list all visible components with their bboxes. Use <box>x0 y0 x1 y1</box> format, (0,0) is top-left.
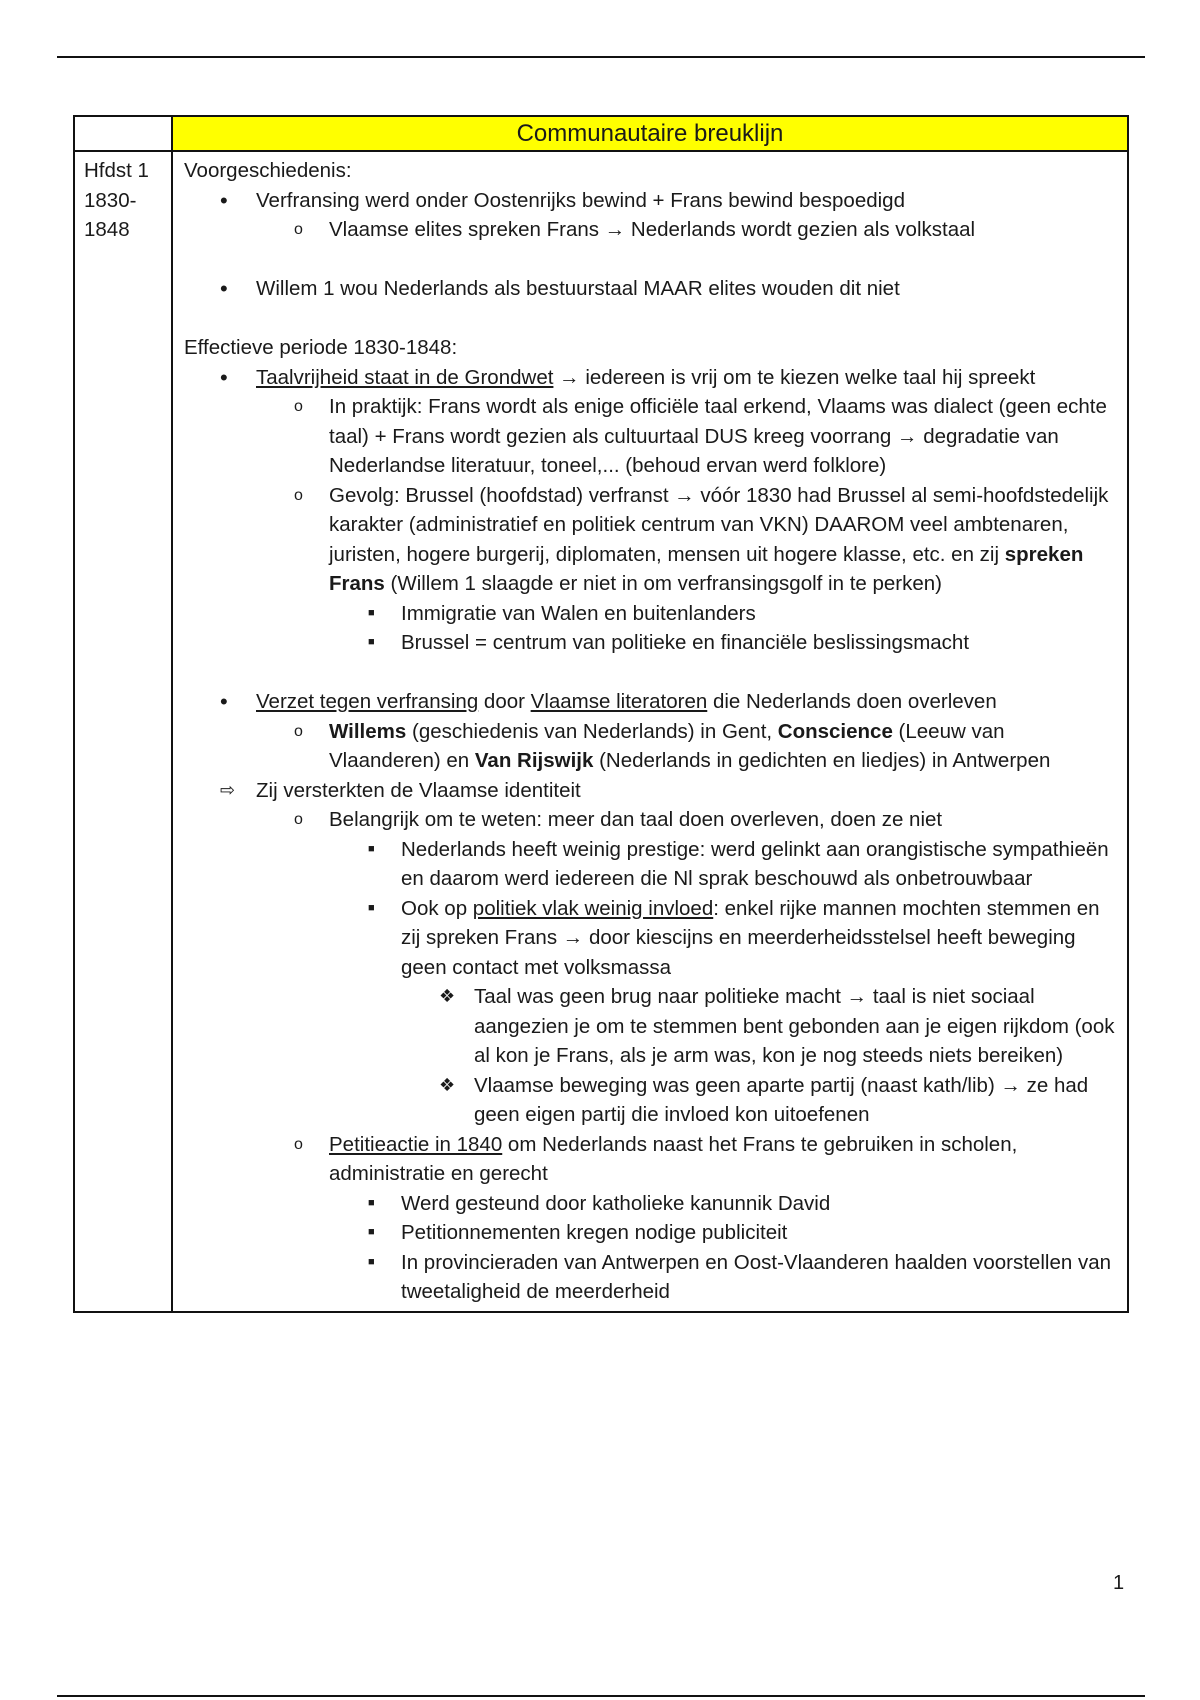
diamond-bullet-icon: ❖ <box>439 1074 456 1095</box>
section-heading: Voorgeschiedenis: <box>184 159 352 182</box>
chapter-row <box>74 151 1128 1312</box>
chapter-cell <box>74 151 172 1312</box>
empty-corner-cell <box>74 116 172 151</box>
list-item: o Belangrijk om te weten: meer dan taal doen overleven, doen ze niet <box>184 805 1117 835</box>
table-title: Communautaire breuklijn <box>172 116 1128 151</box>
list-item: ■ Ook op politiek vlak weinig invloed: enkel rijke mannen mochten stemmen en zij spreken Frans → door kiescijns en meerderheidsstelsel heeft beweging geen contact met volksmassa <box>184 894 1117 983</box>
bullet-icon: • <box>220 187 228 213</box>
circle-bullet-icon: o <box>294 398 303 415</box>
circle-bullet-icon: o <box>294 221 303 238</box>
content-cell <box>172 151 1128 1312</box>
bullet-icon: • <box>220 276 228 301</box>
bullet-icon: • <box>220 689 228 714</box>
list-item: o Gevolg: Brussel (hoofdstad) verfranst → vóór 1830 had Brussel al semi-hoofdstedelijk karakter (administratief en politiek centrum van VKN) DAAROM veel ambtenaren, juristen, hogere burgerij, diplomaten, mensen uit hogere klasse, etc. en zij spreken Frans (Willem 1 slaagde er niet in om verfransingsgolf in te perken) <box>184 481 1117 599</box>
list-item: ❖ Taal was geen brug naar politieke macht → taal is niet sociaal aangezien je om te stemmen bent gebonden aan je eigen rijkdom (ook al kon je Frans, als je arm was, kon je nog steeds niets bereiken) <box>184 982 1117 1071</box>
outline-arrow-icon: ⇨ <box>220 779 236 800</box>
chapter-years-end: 1848 <box>84 218 130 241</box>
chapter-label: Hfdst 1 <box>84 159 149 182</box>
bullet-icon: • <box>220 364 228 390</box>
list-item: o Willems (geschiedenis van Nederlands) in Gent, Conscience (Leeuw van Vlaanderen) en Van Rijswijk (Nederlands in gedichten en liedjes) in Antwerpen <box>184 717 1117 776</box>
list-item: ❖ Vlaamse beweging was geen aparte partij (naast kath/lib) → ze had geen eigen partij die invloed kon uitoefenen <box>184 1071 1117 1130</box>
section-heading: Effectieve periode 1830-1848: <box>184 336 458 359</box>
list-item: ■ Brussel = centrum van politieke en financiële beslissingsmacht <box>184 628 1117 658</box>
square-bullet-icon: ■ <box>368 606 375 619</box>
list-item: • Verfransing werd onder Oostenrijks bewind + Frans bewind bespoedigd <box>184 186 1117 216</box>
circle-bullet-icon: o <box>294 722 303 740</box>
list-item: ■ Werd gesteund door katholieke kanunnik David <box>184 1189 1117 1219</box>
square-bullet-icon: ■ <box>368 1196 375 1209</box>
list-item: • Verzet tegen verfransing door Vlaamse literatoren die Nederlands doen overleven <box>184 687 1117 717</box>
list-item: ■ Nederlands heeft weinig prestige: werd gelinkt aan orangistische sympathieën en daarom werd iedereen die Nl sprak beschouwd als onbetrouwbaar <box>184 835 1117 894</box>
top-rule <box>57 56 1145 58</box>
list-item: ■ In provincieraden van Antwerpen en Oost-Vlaanderen haalden voorstellen van tweetaligheid de meerderheid <box>184 1248 1117 1307</box>
circle-bullet-icon: o <box>294 1135 303 1153</box>
square-bullet-icon: ■ <box>368 636 375 648</box>
list-item: o Petitieactie in 1840 om Nederlands naast het Frans te gebruiken in scholen, administratie en gerecht <box>184 1130 1117 1189</box>
title-row <box>74 116 1128 151</box>
diamond-bullet-icon: ❖ <box>439 986 456 1006</box>
list-item: ⇨ Zij versterkten de Vlaamse identiteit <box>184 776 1117 806</box>
list-item: o In praktijk: Frans wordt als enige officiële taal erkend, Vlaams was dialect (geen echte taal) + Frans wordt gezien als cultuurtaal DUS kreeg voorrang → degradatie van Nederlandse literatuur, toneel,... (behoud ervan werd folklore) <box>184 392 1117 481</box>
square-bullet-icon: ■ <box>368 842 375 855</box>
list-item: ■ Immigratie van Walen en buitenlanders <box>184 599 1117 629</box>
notes-table <box>73 115 1129 1313</box>
list-item: ■ Petitionnementen kregen nodige publiciteit <box>184 1218 1117 1248</box>
circle-bullet-icon: o <box>294 486 303 504</box>
page-number: 1 <box>1113 1572 1125 1594</box>
circle-bullet-icon: o <box>294 811 303 828</box>
list-item: o Vlaamse elites spreken Frans → Nederlands wordt gezien als volkstaal <box>184 215 1117 245</box>
list-item: • Willem 1 wou Nederlands als bestuurstaal MAAR elites wouden dit niet <box>184 274 1117 304</box>
square-bullet-icon: ■ <box>368 1226 375 1238</box>
list-item: • Taalvrijheid staat in de Grondwet → iedereen is vrij om te kiezen welke taal hij spreekt <box>184 363 1117 393</box>
chapter-years-start: 1830- <box>84 188 137 212</box>
square-bullet-icon: ■ <box>368 1255 375 1268</box>
square-bullet-icon: ■ <box>368 901 375 914</box>
bottom-rule <box>57 1695 1145 1697</box>
